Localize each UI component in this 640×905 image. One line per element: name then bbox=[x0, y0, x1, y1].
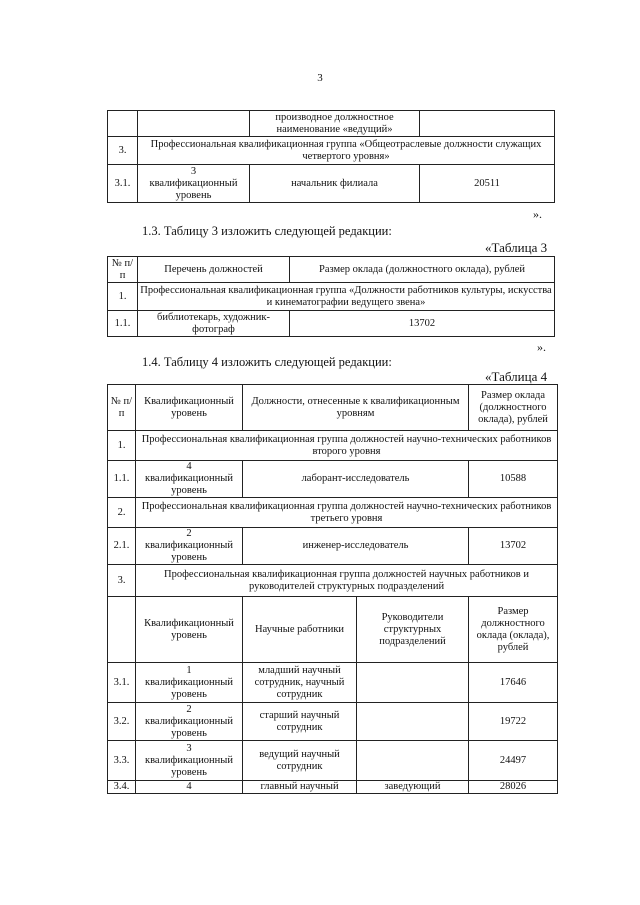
group-title: Профессиональная квалификационная группа должностей научных работников и руководителей структурных подразделений bbox=[136, 565, 558, 597]
level-cell bbox=[136, 741, 243, 781]
table-subheader-row bbox=[108, 597, 558, 663]
table-header-row bbox=[108, 385, 558, 431]
table-row bbox=[108, 111, 555, 137]
table-label: «Таблица 3 bbox=[485, 240, 548, 255]
level-number: 3 bbox=[190, 165, 197, 177]
subheader-level: Квалификационный уровень bbox=[136, 597, 243, 663]
level-cell bbox=[136, 461, 243, 498]
level-number: 1 bbox=[186, 664, 192, 676]
closing-quote: ». bbox=[533, 207, 542, 221]
section-heading: 1.3. Таблицу 3 изложить следующей редакции: bbox=[142, 224, 392, 238]
table-label: «Таблица 4 bbox=[485, 369, 548, 384]
level-text: квалификационный уровень bbox=[145, 676, 233, 700]
header-positions: Перечень должностей bbox=[138, 257, 290, 283]
level-number: 4 bbox=[186, 461, 192, 472]
subheader-heads: Руководители структурных подразделений bbox=[357, 597, 469, 663]
head-cell: заведующий bbox=[357, 781, 469, 794]
row-number: 3.4. bbox=[108, 781, 136, 794]
salary-cell: 13702 bbox=[469, 528, 558, 565]
level-text: квалификационный уровень bbox=[145, 754, 233, 778]
scientist-cell: старший научный сотрудник bbox=[243, 703, 357, 741]
head-cell bbox=[357, 703, 469, 741]
row-number: 3.2. bbox=[108, 703, 136, 741]
position-cell: библиотекарь, художник-фотограф bbox=[138, 311, 290, 337]
group-title: Профессиональная квалификационная группа должностей научно-технических работников второго уровня bbox=[136, 431, 558, 461]
header-level: Квалификационный уровень bbox=[136, 385, 243, 431]
salary-cell: 17646 bbox=[469, 663, 558, 703]
position-cell: лаборант-исследователь bbox=[243, 461, 469, 498]
salary-cell: 24497 bbox=[469, 741, 558, 781]
salary-cell: 19722 bbox=[469, 703, 558, 741]
group-title: Профессиональная квалификационная группа «Общеотраслевые должности служащих четвертого уровня» bbox=[138, 137, 555, 165]
scientist-cell: ведущий научный сотрудник bbox=[243, 741, 357, 781]
header-num: № п/п bbox=[108, 257, 138, 283]
table-row bbox=[108, 137, 555, 165]
group-title: Профессиональная квалификационная группа «Должности работников культуры, искусства и кинематографии ведущего звена» bbox=[138, 283, 555, 311]
header-salary: Размер оклада (должностного оклада), рублей bbox=[290, 257, 555, 283]
salary-cell: 20511 bbox=[420, 165, 555, 203]
page-number: 3 bbox=[317, 72, 323, 84]
position-cell: начальник филиала bbox=[250, 165, 420, 203]
closing-quote: ». bbox=[537, 340, 546, 354]
table-row bbox=[108, 498, 558, 528]
level-text: квалификационный уровень bbox=[145, 715, 233, 739]
derived-title-cell: производное должностное наименование «ведущий» bbox=[250, 111, 420, 137]
head-cell bbox=[357, 663, 469, 703]
level-cell bbox=[136, 528, 243, 565]
table-row bbox=[108, 311, 555, 337]
row-number: 3.1. bbox=[108, 663, 136, 703]
head-cell bbox=[357, 741, 469, 781]
table-row bbox=[108, 461, 558, 498]
salary-cell: 10588 bbox=[469, 461, 558, 498]
level-cell bbox=[138, 165, 250, 203]
row-number: 1. bbox=[108, 283, 138, 311]
header-positions: Должности, отнесенные к квалификационным уровням bbox=[243, 385, 469, 431]
table-header-row bbox=[108, 257, 555, 283]
position-cell: инженер-исследователь bbox=[243, 528, 469, 565]
row-number: 3. bbox=[108, 565, 136, 597]
level-text: квалификационный уровень bbox=[145, 473, 233, 496]
subheader-salary: Размер должностного оклада (оклада), рублей bbox=[469, 597, 558, 663]
table-row bbox=[108, 431, 558, 461]
table-top bbox=[107, 110, 555, 203]
table-row bbox=[108, 283, 555, 311]
level-text: квалификационный уровень bbox=[145, 540, 233, 563]
row-number: 2.1. bbox=[108, 528, 136, 565]
row-number: 3. bbox=[108, 137, 138, 165]
header-salary: Размер оклада (должностного оклада), рублей bbox=[469, 385, 558, 431]
table-row bbox=[108, 781, 558, 794]
table-row bbox=[108, 663, 558, 703]
section-heading: 1.4. Таблицу 4 изложить следующей редакции: bbox=[142, 355, 392, 369]
level-text: квалификационный уровень bbox=[149, 177, 238, 201]
group-title: Профессиональная квалификационная группа должностей научно-технических работников третьего уровня bbox=[136, 498, 558, 528]
table-row bbox=[108, 528, 558, 565]
header-num: № п/п bbox=[108, 385, 136, 431]
table-row bbox=[108, 165, 555, 203]
level-cell bbox=[136, 663, 243, 703]
row-number: 3.1. bbox=[108, 165, 138, 203]
row-number: 1. bbox=[108, 431, 136, 461]
salary-cell: 28026 bbox=[469, 781, 558, 794]
table-4 bbox=[107, 384, 558, 794]
row-number: 2. bbox=[108, 498, 136, 528]
scientist-cell: младший научный сотрудник, научный сотрудник bbox=[243, 663, 357, 703]
level-number: 2 bbox=[186, 528, 192, 539]
table-row bbox=[108, 565, 558, 597]
level-number: 2 bbox=[186, 703, 192, 715]
row-number: 3.3. bbox=[108, 741, 136, 781]
row-number: 1.1. bbox=[108, 311, 138, 337]
level-cell bbox=[136, 703, 243, 741]
salary-cell: 13702 bbox=[290, 311, 555, 337]
level-number: 3 bbox=[186, 742, 192, 754]
row-number: 1.1. bbox=[108, 461, 136, 498]
subheader-scientists: Научные работники bbox=[243, 597, 357, 663]
table-row bbox=[108, 741, 558, 781]
table-row bbox=[108, 703, 558, 741]
scientist-cell: главный научный bbox=[243, 781, 357, 794]
level-number: 4 bbox=[136, 781, 243, 794]
table-3 bbox=[107, 256, 555, 337]
